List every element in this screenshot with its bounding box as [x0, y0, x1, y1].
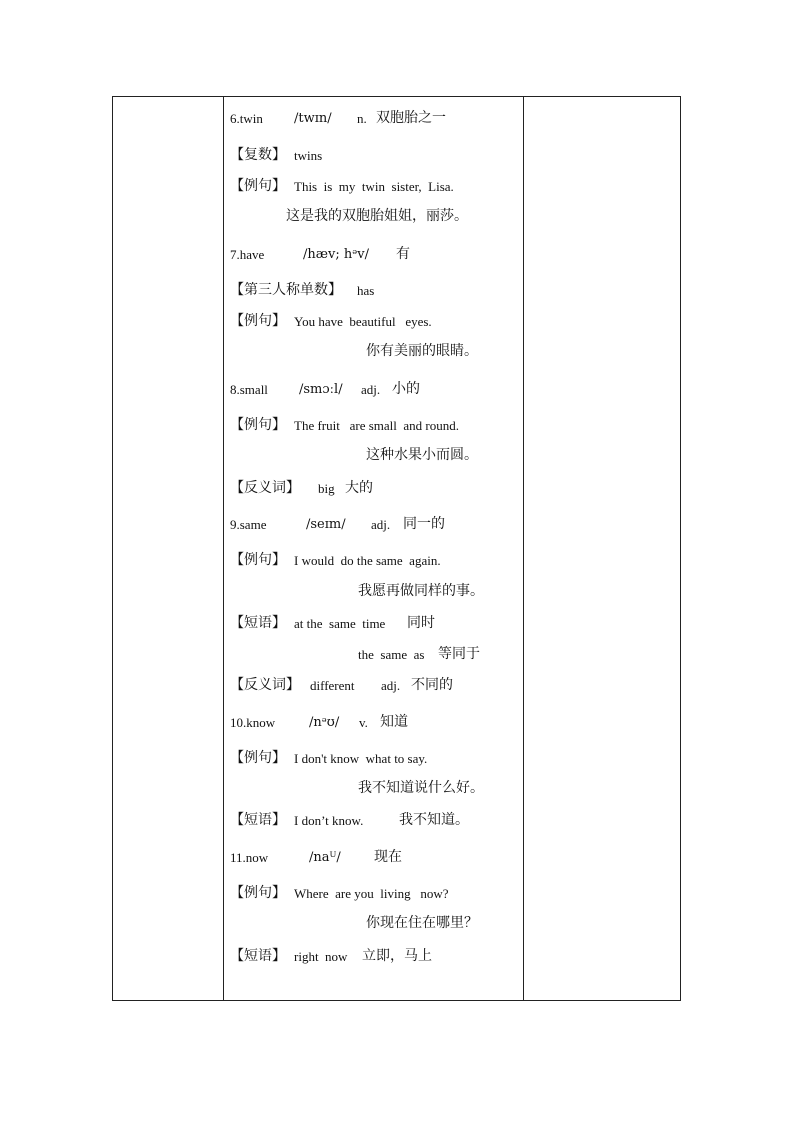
example-tag: 【例句】 — [230, 417, 286, 433]
third-person-form: has — [357, 283, 375, 298]
antonym-tag: 【反义词】 — [230, 480, 300, 496]
example-sentence-en: I don't know what to say. — [294, 751, 428, 766]
word-have: 7.have — [230, 247, 265, 262]
antonym-tag: 【反义词】 — [230, 677, 300, 693]
phonetic: /twɪn/ — [294, 111, 332, 126]
meaning: 双胞胎之一 — [376, 110, 446, 126]
word-now: 11.now — [230, 850, 269, 865]
word-small: 8.small — [230, 382, 268, 397]
antonym-pos: adj. — [381, 678, 401, 693]
part-of-speech: adj. — [371, 517, 391, 532]
example-sentence-en: I would do the same again. — [294, 553, 441, 568]
word-know: 10.know — [230, 715, 276, 730]
part-of-speech: v. — [359, 715, 368, 730]
phonetic: /nᵊʊ/ — [309, 715, 340, 730]
antonym-word: different — [310, 678, 355, 693]
phonetic: /hæv; hᵊv/ — [303, 247, 369, 262]
example-tag: 【例句】 — [230, 178, 286, 194]
word-twin: 6.twin — [230, 111, 263, 126]
example-tag: 【例句】 — [230, 750, 286, 766]
example-sentence-en: You have beautiful eyes. — [294, 314, 432, 329]
phrase-en: right now — [294, 949, 348, 964]
phrase-tag: 【短语】 — [230, 948, 286, 964]
meaning: 知道 — [380, 714, 408, 730]
column-divider-left — [223, 97, 224, 1000]
phrase-tag: 【短语】 — [230, 615, 286, 631]
antonym-word: big — [318, 481, 335, 496]
phrase-en: at the same time — [294, 616, 386, 631]
part-of-speech: adj. — [361, 382, 381, 397]
meaning: 小的 — [392, 381, 420, 397]
phrase-cn: 我不知道。 — [399, 812, 469, 828]
example-sentence-cn: 我愿再做同样的事。 — [358, 583, 484, 599]
example-sentence-cn: 你现在住在哪里？ — [366, 915, 478, 931]
meaning: 有 — [396, 246, 410, 262]
phrase-cn: 等同于 — [438, 646, 480, 662]
meaning: 同一的 — [403, 516, 445, 532]
phonetic: /naᵁ/ — [309, 850, 341, 865]
column-divider-right — [523, 97, 524, 1000]
example-sentence-en: The fruit are small and round. — [294, 418, 459, 433]
phrase-en: I don’t know. — [294, 813, 364, 828]
phrase-cn: 立即，马上 — [362, 948, 432, 964]
example-sentence-cn: 你有美丽的眼睛。 — [366, 343, 478, 359]
phrase-en: the same as — [358, 647, 425, 662]
example-sentence-cn: 我不知道说什么好。 — [358, 780, 484, 796]
phonetic: /smɔːl/ — [299, 382, 343, 397]
phrase-tag: 【短语】 — [230, 812, 286, 828]
example-tag: 【例句】 — [230, 313, 286, 329]
example-sentence-cn: 这是我的双胞胎姐姐，丽莎。 — [286, 208, 468, 224]
phonetic: /seɪm/ — [306, 517, 346, 532]
word-same: 9.same — [230, 517, 267, 532]
antonym-meaning: 大的 — [345, 480, 373, 496]
phrase-cn: 同时 — [407, 615, 435, 631]
example-tag: 【例句】 — [230, 885, 286, 901]
example-sentence-cn: 这种水果小而圆。 — [366, 447, 478, 463]
meaning: 现在 — [374, 849, 402, 865]
example-tag: 【例句】 — [230, 552, 286, 568]
plural-form: twins — [294, 148, 323, 163]
example-sentence-en: This is my twin sister, Lisa. — [294, 179, 454, 194]
third-person-tag: 【第三人称单数】 — [230, 282, 342, 298]
example-sentence-en: Where are you living now? — [294, 886, 449, 901]
antonym-meaning: 不同的 — [411, 677, 453, 693]
plural-tag: 【复数】 — [230, 147, 286, 163]
part-of-speech: n. — [357, 111, 367, 126]
